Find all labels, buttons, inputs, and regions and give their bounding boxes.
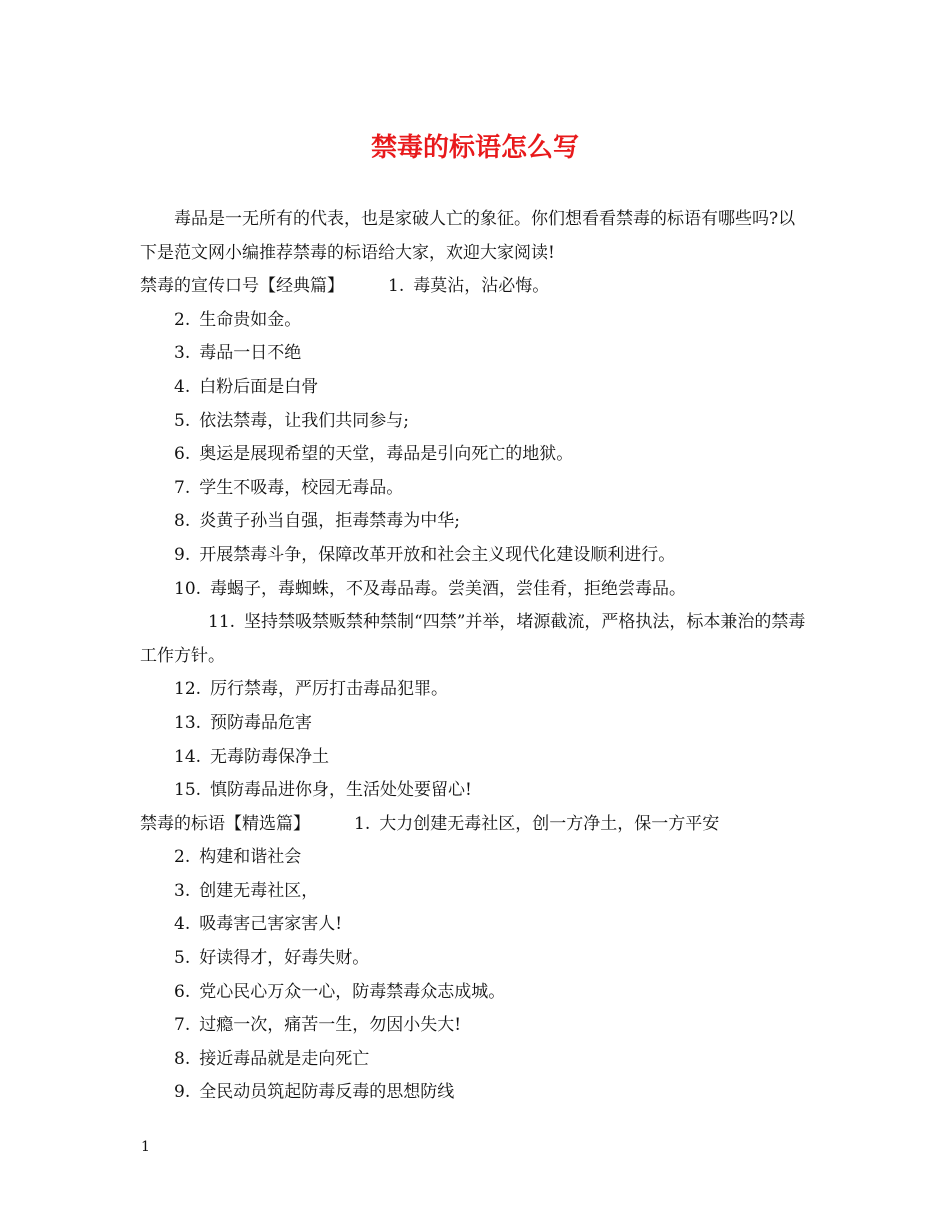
list-item bbox=[140, 304, 812, 338]
list-item bbox=[140, 875, 812, 909]
section-title: 禁毒的宣传口号【经典篇】 bbox=[140, 276, 344, 297]
list-item bbox=[140, 539, 812, 573]
list-item bbox=[140, 606, 812, 673]
item-text: 过瘾一次，痛苦一生，勿因小失大! bbox=[199, 1015, 462, 1036]
item-number: 15. bbox=[174, 780, 202, 801]
item-number: 12. bbox=[174, 679, 202, 700]
section-heading-classic bbox=[140, 270, 812, 304]
item-text: 学生不吸毒，校园无毒品。 bbox=[199, 477, 404, 498]
item-number: 9. bbox=[174, 544, 191, 565]
item-text: 厉行禁毒，严厉打击毒品犯罪。 bbox=[210, 679, 449, 700]
item-number: 14. bbox=[174, 746, 202, 767]
list-item-first bbox=[354, 814, 719, 834]
item-text: 无毒防毒保净土 bbox=[210, 746, 330, 767]
item-text: 开展禁毒斗争，保障改革开放和社会主义现代化建设顺利进行。 bbox=[199, 544, 676, 565]
item-number: 10. bbox=[174, 578, 202, 599]
list-item bbox=[140, 908, 812, 942]
item-number: 5. bbox=[174, 410, 191, 431]
item-text: 毒品一日不绝 bbox=[199, 343, 302, 364]
item-text: 吸毒害己害家害人! bbox=[199, 914, 343, 935]
list-item bbox=[140, 337, 812, 371]
item-text: 好读得才，好毒失财。 bbox=[199, 948, 370, 969]
item-text: 毒蝎子，毒蜘蛛，不及毒品毒。尝美酒，尝佳肴，拒绝尝毒品。 bbox=[210, 578, 687, 599]
document-body bbox=[140, 203, 812, 1110]
item-number: 6. bbox=[174, 444, 191, 465]
item-number: 4. bbox=[174, 376, 191, 397]
item-number: 5. bbox=[174, 948, 191, 969]
list-item bbox=[140, 1076, 812, 1110]
item-text: 创建无毒社区， bbox=[199, 880, 319, 901]
list-item bbox=[140, 1009, 812, 1043]
intro-paragraph: 毒品是一无所有的代表，也是家破人亡的象征。你们想看看禁毒的标语有哪些吗?以下是范文网小编推荐禁毒的标语给大家，欢迎大家阅读! bbox=[140, 209, 796, 263]
item-text: 预防毒品危害 bbox=[210, 712, 313, 733]
item-number: 1. bbox=[354, 813, 371, 834]
slogan-list-selected bbox=[140, 841, 812, 1110]
item-number: 8. bbox=[174, 1048, 191, 1069]
item-number: 2. bbox=[174, 847, 191, 868]
list-item bbox=[140, 438, 812, 472]
item-number: 9. bbox=[174, 1082, 191, 1103]
item-number: 4. bbox=[174, 914, 191, 935]
item-number: 1. bbox=[388, 276, 405, 297]
item-number: 7. bbox=[174, 1015, 191, 1036]
item-text: 炎黄子孙当自强，拒毒禁毒为中华; bbox=[199, 511, 460, 532]
item-text: 党心民心万众一心，防毒禁毒众志成城。 bbox=[199, 981, 506, 1002]
page-title: 禁毒的标语怎么写 bbox=[370, 133, 579, 163]
item-text: 奥运是展现希望的天堂，毒品是引向死亡的地狱。 bbox=[199, 444, 574, 465]
list-item bbox=[140, 942, 812, 976]
item-number: 13. bbox=[174, 712, 202, 733]
item-text: 生命贵如金。 bbox=[199, 309, 302, 330]
list-item bbox=[140, 371, 812, 405]
list-item bbox=[140, 573, 812, 607]
item-number: 3. bbox=[174, 880, 191, 901]
page-number: 1 bbox=[141, 1139, 150, 1155]
item-number: 11. bbox=[208, 612, 236, 633]
list-item bbox=[140, 841, 812, 875]
list-item bbox=[140, 472, 812, 506]
item-text: 大力创建无毒社区，创一方净土，保一方平安 bbox=[379, 813, 720, 834]
list-item bbox=[140, 741, 812, 775]
item-text: 慎防毒品进你身，生活处处要留心! bbox=[210, 780, 472, 801]
item-text: 依法禁毒，让我们共同参与; bbox=[199, 410, 409, 431]
list-item-first bbox=[388, 276, 549, 296]
item-text: 毒莫沾，沾必悔。 bbox=[413, 276, 550, 297]
list-item bbox=[140, 774, 812, 808]
item-text: 全民动员筑起防毒反毒的思想防线 bbox=[199, 1082, 455, 1103]
item-number: 7. bbox=[174, 477, 191, 498]
list-item bbox=[140, 505, 812, 539]
item-text: 白粉后面是白骨 bbox=[199, 376, 319, 397]
list-item bbox=[140, 405, 812, 439]
list-item bbox=[140, 1043, 812, 1077]
list-item bbox=[140, 976, 812, 1010]
item-number: 6. bbox=[174, 981, 191, 1002]
item-text: 构建和谐社会 bbox=[199, 847, 302, 868]
item-text: 坚持禁吸禁贩禁种禁制“四禁”并举，堵源截流，严格执法，标本兼治的禁毒工作方针。 bbox=[140, 612, 806, 666]
item-number: 2. bbox=[174, 309, 191, 330]
slogan-list-classic bbox=[140, 304, 812, 808]
item-number: 8. bbox=[174, 511, 191, 532]
section-heading-selected bbox=[140, 808, 812, 842]
item-number: 3. bbox=[174, 343, 191, 364]
list-item bbox=[140, 707, 812, 741]
list-item bbox=[140, 673, 812, 707]
item-text: 接近毒品就是走向死亡 bbox=[199, 1048, 370, 1069]
section-title: 禁毒的标语【精选篇】 bbox=[140, 813, 310, 834]
